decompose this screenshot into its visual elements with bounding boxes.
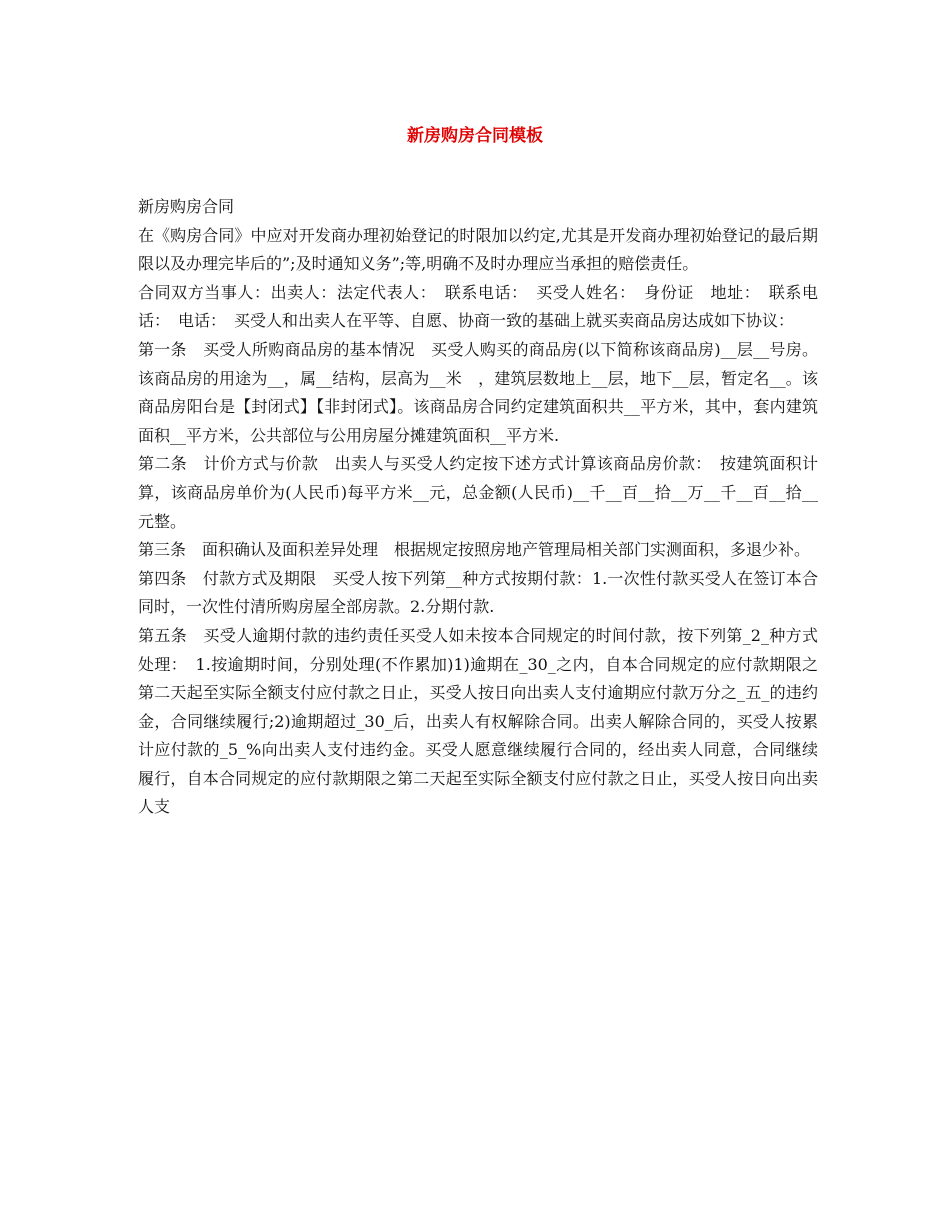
article-4: 第四条 付款方式及期限 买受人按下列第__种方式按期付款：1.一次性付款买受人在签订本合同时，一次性付清所购房屋全部房款。2.分期付款. bbox=[138, 568, 818, 617]
article-5: 第五条 买受人逾期付款的违约责任买受人如未按本合同规定的时间付款，按下列第_2_种方式处理： 1.按逾期时间，分别处理(不作累加)1)逾期在_30_之内，自本合同规定的应付款期限之第二天起至实际全额支付应付款之日止，买受人按日向出卖人支付逾期应付款万分之_五_的违约金，合同继续履行;2)逾期超过_30_后，出卖人有权解除合同。出卖人解除合同的，买受人按累计应付款的_5_%向出卖人支付违约金。买受人愿意继续履行合同的，经出卖人同意，合同继续履行，自本合同规定的应付款期限之第二天起至实际全额支付应付款之日止，买受人按日向出卖人支 bbox=[138, 625, 818, 817]
article-2: 第二条 计价方式与价款 出卖人与买受人约定按下述方式计算该商品房价款： 按建筑面积计算，该商品房单价为(人民币)每平方米__元，总金额(人民币)__千__百__拾__万__千__百__拾__元整。 bbox=[138, 454, 818, 531]
article-1: 第一条 买受人所购商品房的基本情况 买受人购买的商品房(以下简称该商品房)__层__号房。该商品房的用途为__，属__结构，层高为__米 ，建筑层数地上__层，地下__层，暂定名__。该商品房阳台是【封闭式】【非封闭式】。该商品房合同约定建筑面积共__平方米，其中，套内建筑面积__平方米，公共部位与公用房屋分摊建筑面积__平方米. bbox=[138, 339, 818, 445]
document-body bbox=[138, 193, 818, 822]
document-title: 新房购房合同模板 bbox=[407, 126, 543, 146]
contract-heading: 新房购房合同 bbox=[138, 197, 235, 216]
intro-paragraph: 在《购房合同》中应对开发商办理初始登记的时限加以约定,尤其是开发商办理初始登记的最后期限以及办理完毕后的”;及时通知义务”;等,明确不及时办理应当承担的赔偿责任。 bbox=[138, 225, 818, 274]
parties-paragraph: 合同双方当事人：出卖人：法定代表人： 联系电话： 买受人姓名： 身份证 地址： 联系电话： 电话： 买受人和出卖人在平等、自愿、协商一致的基础上就买卖商品房达成如下协议： bbox=[138, 282, 818, 331]
article-3: 第三条 面积确认及面积差异处理 根据规定按照房地产管理局相关部门实测面积，多退少补。 bbox=[138, 540, 811, 560]
